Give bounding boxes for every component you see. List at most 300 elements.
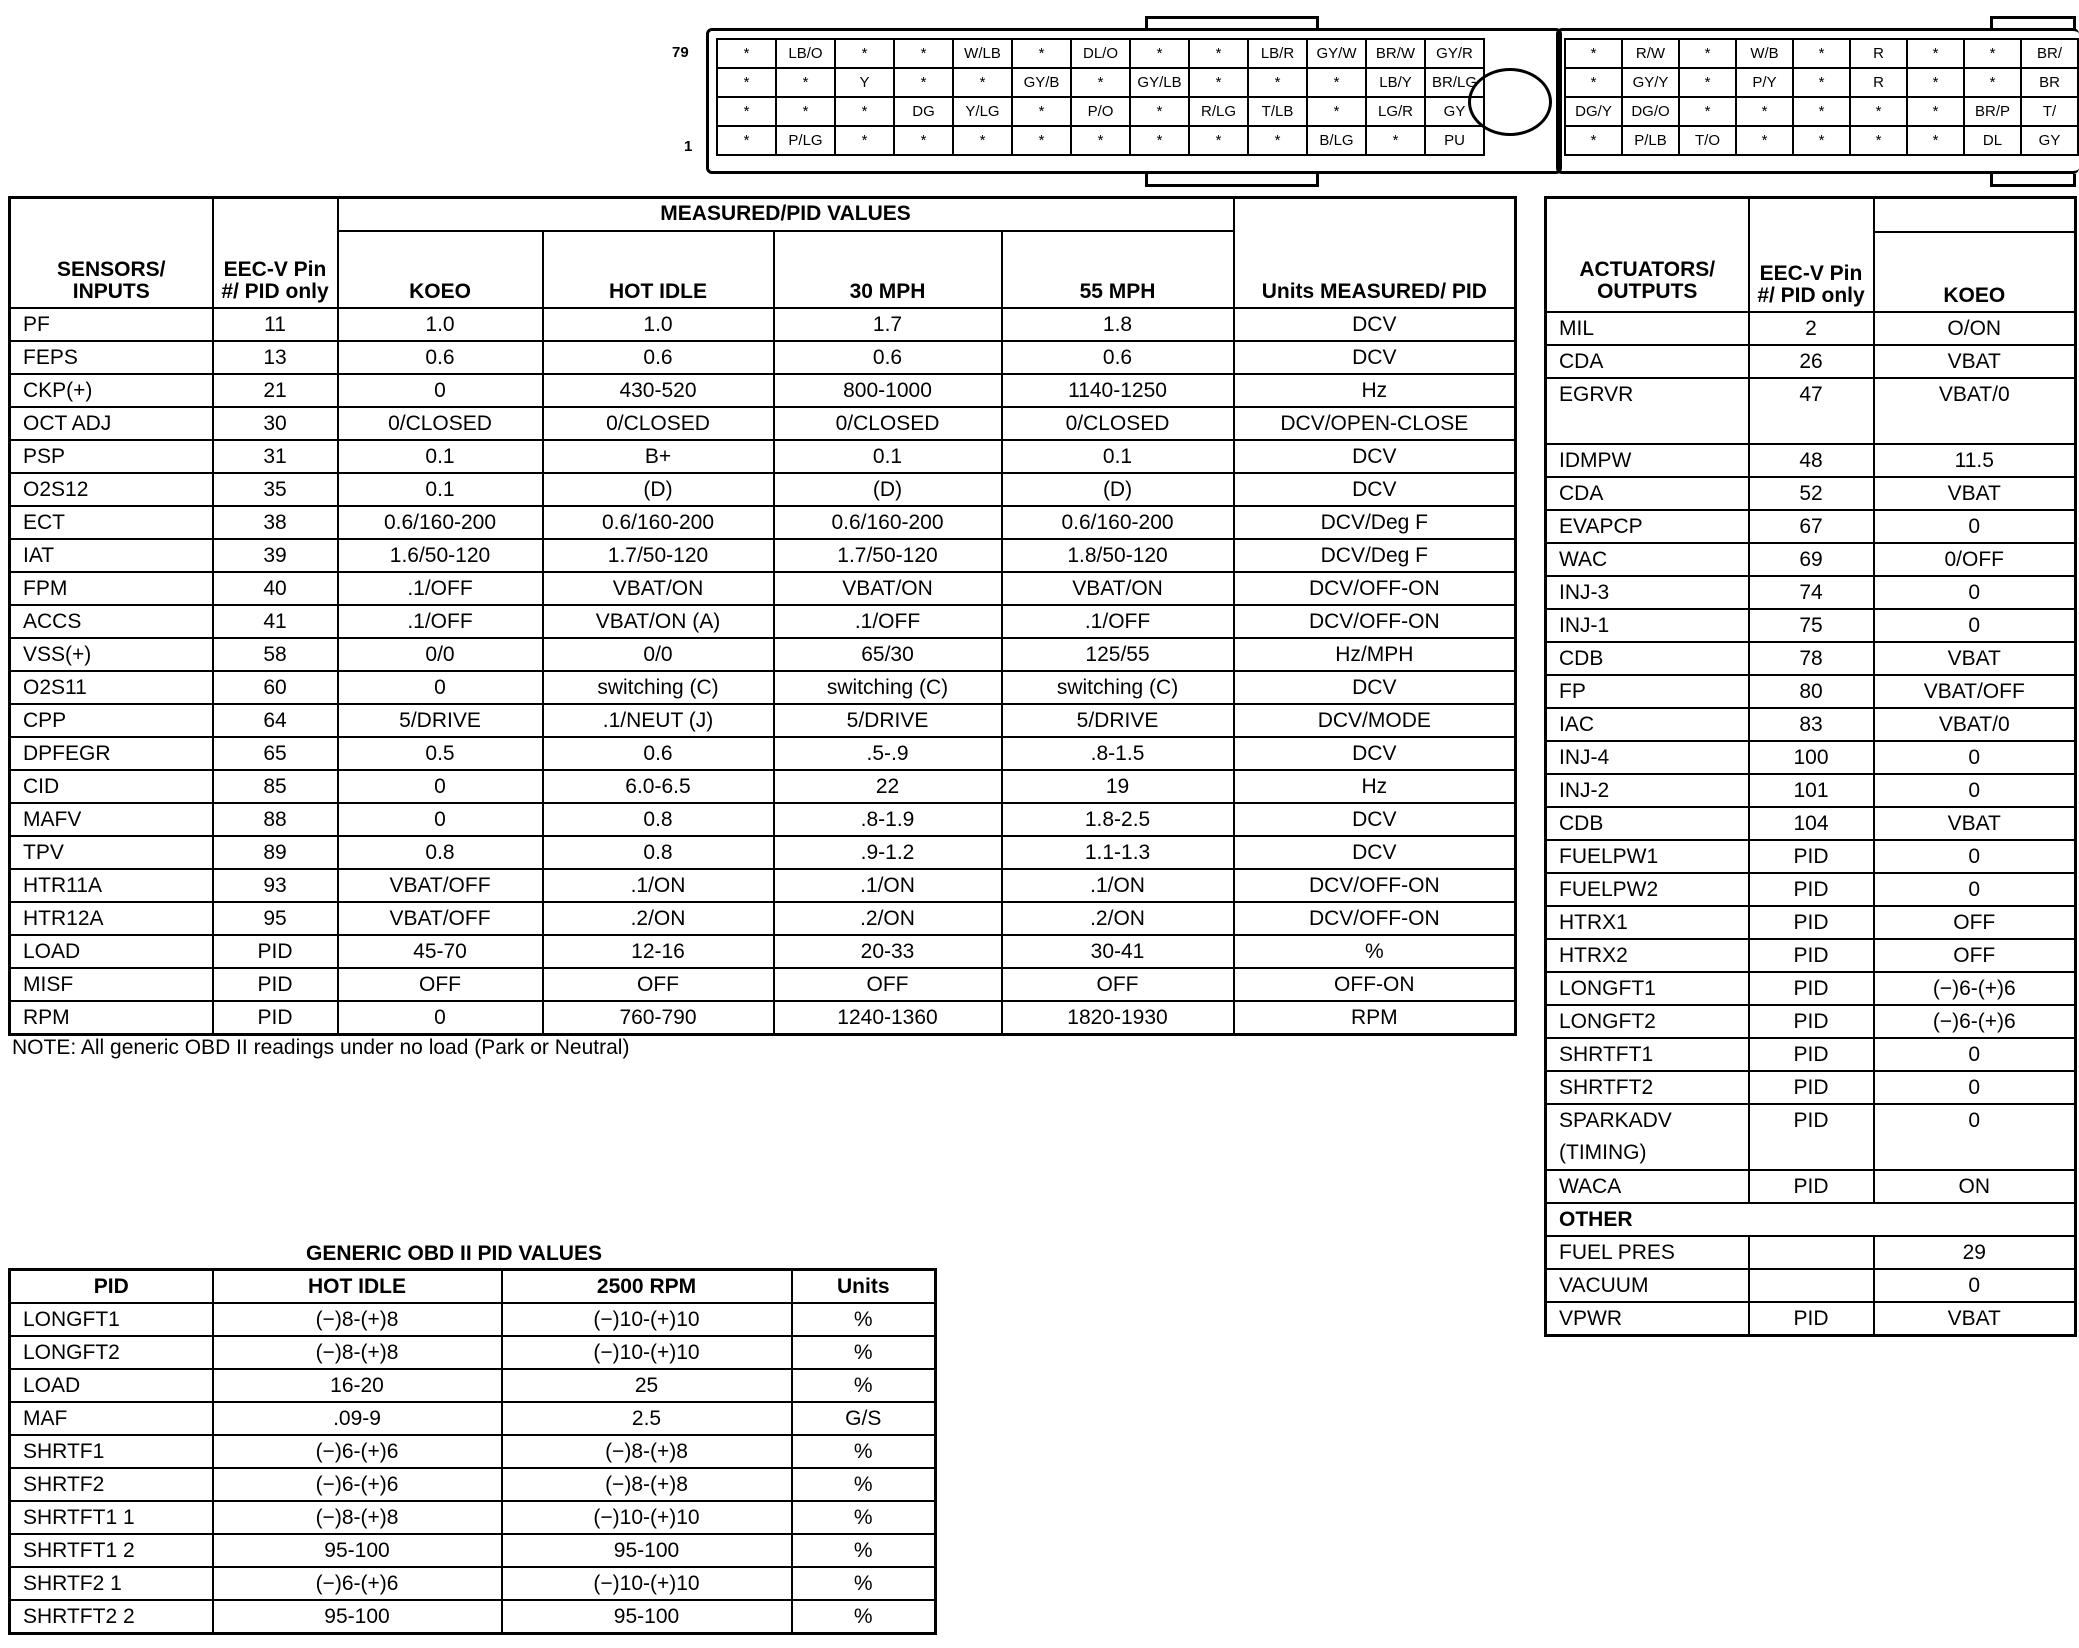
actuator-value: PID bbox=[1749, 1104, 1874, 1170]
connector-pin: DL/O bbox=[1071, 39, 1130, 68]
sensor-value: 39 bbox=[213, 539, 338, 572]
sensor-value: 0.8 bbox=[543, 803, 774, 836]
connector-pin: * bbox=[1307, 97, 1366, 126]
table-row bbox=[1546, 741, 2076, 774]
connector-pin: * bbox=[835, 126, 894, 155]
actuator-name: SHRTFT2 bbox=[1546, 1071, 1749, 1104]
sensor-value: PID bbox=[213, 1001, 338, 1035]
sensor-value: OFF-ON bbox=[1234, 968, 1516, 1001]
pid-value: (−)8-(+)8 bbox=[213, 1501, 502, 1534]
sensor-value: VBAT/ON bbox=[543, 572, 774, 605]
actuator-value: VBAT bbox=[1874, 807, 2076, 840]
table-row bbox=[10, 935, 1516, 968]
sensor-name: PSP bbox=[10, 440, 213, 473]
sensor-value: 95 bbox=[213, 902, 338, 935]
sensor-value: DCV bbox=[1234, 671, 1516, 704]
connector-pin: * bbox=[1793, 39, 1850, 68]
sensor-value: PID bbox=[213, 935, 338, 968]
sensor-value: 0.6 bbox=[543, 341, 774, 374]
sensor-value: 41 bbox=[213, 605, 338, 638]
pid-value: % bbox=[792, 1435, 936, 1468]
table-row bbox=[1546, 906, 2076, 939]
pid-value: 2.5 bbox=[502, 1402, 792, 1435]
actuator-name: LONGFT2 bbox=[1546, 1005, 1749, 1038]
table-row bbox=[1546, 1170, 2076, 1203]
connector-pin: * bbox=[1248, 68, 1307, 97]
other-section-row bbox=[1546, 1203, 2076, 1236]
pid-value: (−)6-(+)6 bbox=[213, 1567, 502, 1600]
sensor-value: DCV bbox=[1234, 737, 1516, 770]
actuator-name: CDB bbox=[1546, 807, 1749, 840]
sensor-name: HTR11A bbox=[10, 869, 213, 902]
table-row bbox=[1546, 345, 2076, 378]
actuator-value: 48 bbox=[1749, 444, 1874, 477]
connector-pin: * bbox=[1307, 68, 1366, 97]
sensor-value: 45-70 bbox=[338, 935, 543, 968]
table-row bbox=[1546, 1302, 2076, 1336]
sensor-value: 0.6/160-200 bbox=[1002, 506, 1234, 539]
connector-pin: BR/P bbox=[1964, 97, 2021, 126]
sensor-value: 1140-1250 bbox=[1002, 374, 1234, 407]
generic-header: 2500 RPM bbox=[502, 1270, 792, 1304]
actuator-value: 69 bbox=[1749, 543, 1874, 576]
sensor-value: 65 bbox=[213, 737, 338, 770]
sensor-value: VBAT/OFF bbox=[338, 869, 543, 902]
sensor-value: 0/CLOSED bbox=[1002, 407, 1234, 440]
table-row bbox=[10, 572, 1516, 605]
table-row bbox=[1546, 312, 2076, 345]
connector-pin: Y/LG bbox=[953, 97, 1012, 126]
actuator-value: 83 bbox=[1749, 708, 1874, 741]
actuator-name: INJ-2 bbox=[1546, 774, 1749, 807]
header-eec-pin: EEC-V Pin #/ PID only bbox=[213, 198, 338, 309]
table-row bbox=[10, 407, 1516, 440]
other-name: VACUUM bbox=[1546, 1269, 1749, 1302]
table-row bbox=[10, 506, 1516, 539]
sensor-value: 64 bbox=[213, 704, 338, 737]
pid-value: (−)6-(+)6 bbox=[213, 1468, 502, 1501]
actuator-value: PID bbox=[1749, 840, 1874, 873]
sensor-value: 1.7 bbox=[774, 308, 1002, 341]
sensor-value: 0/CLOSED bbox=[774, 407, 1002, 440]
table-row bbox=[1546, 510, 2076, 543]
sensor-name: DPFEGR bbox=[10, 737, 213, 770]
table-row bbox=[1546, 1269, 2076, 1302]
table-row bbox=[10, 374, 1516, 407]
actuator-value: 26 bbox=[1749, 345, 1874, 378]
pid-value: 95-100 bbox=[213, 1600, 502, 1634]
actuator-name: INJ-4 bbox=[1546, 741, 1749, 774]
actuator-value: 75 bbox=[1749, 609, 1874, 642]
table-row bbox=[10, 869, 1516, 902]
table-row bbox=[10, 539, 1516, 572]
pid-value: % bbox=[792, 1501, 936, 1534]
connector-pin: * bbox=[1736, 97, 1793, 126]
pid-value: % bbox=[792, 1468, 936, 1501]
sensor-value: (D) bbox=[774, 473, 1002, 506]
generic-header: PID bbox=[10, 1270, 213, 1304]
pid-name: SHRTF2 bbox=[10, 1468, 213, 1501]
sensor-value: 0/CLOSED bbox=[543, 407, 774, 440]
actuator-value: 0 bbox=[1874, 873, 2076, 906]
actuator-name: EVAPCP bbox=[1546, 510, 1749, 543]
table-row bbox=[10, 704, 1516, 737]
connector-pin: W/B bbox=[1736, 39, 1793, 68]
connector-pin: * bbox=[835, 39, 894, 68]
actuator-value: PID bbox=[1749, 906, 1874, 939]
pin-label-bottom: 1 bbox=[684, 138, 693, 155]
pid-value: 25 bbox=[502, 1369, 792, 1402]
sensor-value: DCV/OFF-ON bbox=[1234, 902, 1516, 935]
other-value: 29 bbox=[1874, 1236, 2076, 1269]
actuator-value: 0 bbox=[1874, 510, 2076, 543]
sensor-value: 1.0 bbox=[338, 308, 543, 341]
sensor-value: (D) bbox=[543, 473, 774, 506]
other-name: FUEL PRES bbox=[1546, 1236, 1749, 1269]
sensor-value: 12-16 bbox=[543, 935, 774, 968]
pid-value: (−)10-(+)10 bbox=[502, 1567, 792, 1600]
actuator-name: CDB bbox=[1546, 642, 1749, 675]
actuator-value: ON bbox=[1874, 1170, 2076, 1203]
table-row bbox=[1546, 939, 2076, 972]
actuator-value: 11.5 bbox=[1874, 444, 2076, 477]
sensor-value: 13 bbox=[213, 341, 338, 374]
sensor-value: .2/ON bbox=[774, 902, 1002, 935]
table-row bbox=[10, 770, 1516, 803]
pid-name: SHRTFT1 1 bbox=[10, 1501, 213, 1534]
actuator-name: IAC bbox=[1546, 708, 1749, 741]
table-row bbox=[10, 968, 1516, 1001]
sensor-value: 0.6/160-200 bbox=[543, 506, 774, 539]
pid-value: G/S bbox=[792, 1402, 936, 1435]
actuator-value: 80 bbox=[1749, 675, 1874, 708]
pid-value: 95-100 bbox=[502, 1534, 792, 1567]
connector-pin: P/O bbox=[1071, 97, 1130, 126]
table-row bbox=[1546, 840, 2076, 873]
table-row bbox=[10, 341, 1516, 374]
connector-pin: GY/B bbox=[1012, 68, 1071, 97]
sensor-value: 1.8/50-120 bbox=[1002, 539, 1234, 572]
header-units: Units MEASURED/ PID bbox=[1234, 198, 1516, 309]
sensor-value: switching (C) bbox=[1002, 671, 1234, 704]
sensor-name: RPM bbox=[10, 1001, 213, 1035]
sensor-value: 0.6 bbox=[774, 341, 1002, 374]
connector-pin: BR/ bbox=[2021, 39, 2078, 68]
actuator-name: MIL bbox=[1546, 312, 1749, 345]
sensor-value: 0.6/160-200 bbox=[338, 506, 543, 539]
connector-pin: DL bbox=[1964, 126, 2021, 155]
sensor-name: ECT bbox=[10, 506, 213, 539]
sensor-value: 0.1 bbox=[338, 440, 543, 473]
sensor-value: 0 bbox=[338, 1001, 543, 1035]
connector-pin: * bbox=[1248, 126, 1307, 155]
sensor-name: ACCS bbox=[10, 605, 213, 638]
actuator-value: 104 bbox=[1749, 807, 1874, 840]
sensor-value: .5-.9 bbox=[774, 737, 1002, 770]
sensor-value: (D) bbox=[1002, 473, 1234, 506]
connector-pin: DG/Y bbox=[1565, 97, 1622, 126]
sensor-name: CKP(+) bbox=[10, 374, 213, 407]
connector-pin: * bbox=[953, 68, 1012, 97]
table-row bbox=[10, 1001, 1516, 1035]
sensor-value: 21 bbox=[213, 374, 338, 407]
sensor-value: 125/55 bbox=[1002, 638, 1234, 671]
header-measured-values: MEASURED/PID VALUES bbox=[338, 198, 1234, 231]
actuator-value: 101 bbox=[1749, 774, 1874, 807]
actuator-value: VBAT bbox=[1874, 345, 2076, 378]
pid-value: .09-9 bbox=[213, 1402, 502, 1435]
actuator-value: 0 bbox=[1874, 840, 2076, 873]
pid-value: (−)10-(+)10 bbox=[502, 1501, 792, 1534]
connector-pin: GY/LB bbox=[1130, 68, 1189, 97]
sensor-value: 0 bbox=[338, 770, 543, 803]
pid-value: % bbox=[792, 1303, 936, 1336]
connector-pin: * bbox=[1012, 126, 1071, 155]
connector-pin: GY bbox=[1425, 97, 1484, 126]
connector-pin: LB/R bbox=[1248, 39, 1307, 68]
table-row bbox=[1546, 543, 2076, 576]
sensor-value: 58 bbox=[213, 638, 338, 671]
header-act-eec-pin: EEC-V Pin #/ PID only bbox=[1749, 198, 1874, 313]
sensor-value: 0.1 bbox=[338, 473, 543, 506]
connector-pin: * bbox=[1907, 97, 1964, 126]
sensor-value: VBAT/ON (A) bbox=[543, 605, 774, 638]
sensor-name: LOAD bbox=[10, 935, 213, 968]
table-row bbox=[10, 902, 1516, 935]
sensor-value: 88 bbox=[213, 803, 338, 836]
sensor-value: VBAT/ON bbox=[774, 572, 1002, 605]
connector-pin: * bbox=[1907, 39, 1964, 68]
connector-pin: DG/O bbox=[1622, 97, 1679, 126]
connector-pin: T/O bbox=[1679, 126, 1736, 155]
header-koeo: KOEO bbox=[338, 231, 543, 308]
header-hot-idle: HOT IDLE bbox=[543, 231, 774, 308]
actuator-value: VBAT bbox=[1874, 642, 2076, 675]
table-row bbox=[1546, 609, 2076, 642]
actuator-name: WACA bbox=[1546, 1170, 1749, 1203]
sensor-value: 60 bbox=[213, 671, 338, 704]
sensor-value: DCV/OFF-ON bbox=[1234, 605, 1516, 638]
sensor-value: DCV/Deg F bbox=[1234, 506, 1516, 539]
pin-label-top: 79 bbox=[672, 44, 689, 61]
actuator-value: (−)6-(+)6 bbox=[1874, 1005, 2076, 1038]
sensor-value: 31 bbox=[213, 440, 338, 473]
actuator-name: HTRX1 bbox=[1546, 906, 1749, 939]
generic-obd-table bbox=[8, 1268, 937, 1635]
pid-value: 95-100 bbox=[213, 1534, 502, 1567]
connector-pin: * bbox=[1366, 126, 1425, 155]
pid-name: LONGFT2 bbox=[10, 1336, 213, 1369]
sensor-name: IAT bbox=[10, 539, 213, 572]
sensor-value: 40 bbox=[213, 572, 338, 605]
table-row bbox=[10, 440, 1516, 473]
pid-name: SHRTFT1 2 bbox=[10, 1534, 213, 1567]
actuators-table bbox=[1544, 196, 2077, 1337]
connector-pin-row bbox=[1565, 126, 2078, 155]
connector-pin: BR/LG bbox=[1425, 68, 1484, 97]
connector-pin: Y bbox=[835, 68, 894, 97]
table-row bbox=[10, 473, 1516, 506]
sensor-value: 0.1 bbox=[1002, 440, 1234, 473]
sensor-name: O2S11 bbox=[10, 671, 213, 704]
sensor-name: VSS(+) bbox=[10, 638, 213, 671]
actuator-value: 2 bbox=[1749, 312, 1874, 345]
generic-table-title: GENERIC OBD II PID VALUES bbox=[306, 1242, 602, 1265]
pid-value: (−)10-(+)10 bbox=[502, 1303, 792, 1336]
sensor-value: Hz/MPH bbox=[1234, 638, 1516, 671]
sensor-name: PF bbox=[10, 308, 213, 341]
table-row bbox=[1546, 1071, 2076, 1104]
sensor-value: 0.6 bbox=[543, 737, 774, 770]
sensor-value: 1.0 bbox=[543, 308, 774, 341]
pid-value: % bbox=[792, 1369, 936, 1402]
actuator-value: PID bbox=[1749, 972, 1874, 1005]
sensor-value: DCV bbox=[1234, 308, 1516, 341]
actuator-value: 78 bbox=[1749, 642, 1874, 675]
table-row bbox=[10, 737, 1516, 770]
actuator-value: VBAT/0 bbox=[1874, 708, 2076, 741]
sensor-value: 1.1-1.3 bbox=[1002, 836, 1234, 869]
connector-pin: LB/O bbox=[776, 39, 835, 68]
connector-pin: * bbox=[1565, 39, 1622, 68]
sensor-value: 430-520 bbox=[543, 374, 774, 407]
table-row bbox=[10, 1468, 936, 1501]
connector-pin: P/Y bbox=[1736, 68, 1793, 97]
sensor-value: DCV/MODE bbox=[1234, 704, 1516, 737]
actuator-name: INJ-3 bbox=[1546, 576, 1749, 609]
sensor-value: 0/CLOSED bbox=[338, 407, 543, 440]
sensor-value: 30 bbox=[213, 407, 338, 440]
other-value: PID bbox=[1749, 1302, 1874, 1336]
table-row bbox=[1546, 675, 2076, 708]
table-row bbox=[10, 605, 1516, 638]
pid-name: SHRTF1 bbox=[10, 1435, 213, 1468]
sensor-value: 0.1 bbox=[774, 440, 1002, 473]
pid-name: MAF bbox=[10, 1402, 213, 1435]
other-name: VPWR bbox=[1546, 1302, 1749, 1336]
connector-pin: * bbox=[835, 97, 894, 126]
connector-pin: * bbox=[894, 68, 953, 97]
table-row bbox=[1546, 873, 2076, 906]
table-row bbox=[1546, 774, 2076, 807]
sensor-value: .1/OFF bbox=[774, 605, 1002, 638]
connector-pin: * bbox=[1130, 39, 1189, 68]
connector-pin: * bbox=[1189, 39, 1248, 68]
sensor-value: OFF bbox=[1002, 968, 1234, 1001]
connector-pin: * bbox=[1565, 68, 1622, 97]
connector-pin: * bbox=[1793, 126, 1850, 155]
pid-value: (−)8-(+)8 bbox=[502, 1435, 792, 1468]
sensor-value: 1.6/50-120 bbox=[338, 539, 543, 572]
actuator-value: OFF bbox=[1874, 906, 2076, 939]
connector-pin: * bbox=[717, 97, 776, 126]
connector-left-pins bbox=[716, 38, 1485, 156]
connector-right-pins bbox=[1564, 38, 2079, 156]
connector-pin: PU bbox=[1425, 126, 1484, 155]
actuator-name: SHRTFT1 bbox=[1546, 1038, 1749, 1071]
connector-pin: * bbox=[1907, 68, 1964, 97]
actuator-value: 0 bbox=[1874, 609, 2076, 642]
connector-pin: * bbox=[717, 126, 776, 155]
sensor-value: DCV/OFF-ON bbox=[1234, 572, 1516, 605]
sensor-value: 30-41 bbox=[1002, 935, 1234, 968]
actuator-value: 0 bbox=[1874, 1104, 2076, 1170]
sensor-value: 0.6 bbox=[338, 341, 543, 374]
sensor-value: 1.7/50-120 bbox=[774, 539, 1002, 572]
connector-pin: * bbox=[894, 39, 953, 68]
sensor-value: OFF bbox=[543, 968, 774, 1001]
sensor-value: 0/0 bbox=[338, 638, 543, 671]
sensor-value: B+ bbox=[543, 440, 774, 473]
connector-pin: P/LB bbox=[1622, 126, 1679, 155]
pid-value: % bbox=[792, 1336, 936, 1369]
table-row bbox=[1546, 1038, 2076, 1071]
actuator-value: 0 bbox=[1874, 774, 2076, 807]
sensor-value: 89 bbox=[213, 836, 338, 869]
table-row bbox=[10, 1534, 936, 1567]
sensor-value: 0.8 bbox=[543, 836, 774, 869]
sensor-value: DCV bbox=[1234, 803, 1516, 836]
actuator-name: CDA bbox=[1546, 477, 1749, 510]
other-value bbox=[1749, 1269, 1874, 1302]
actuator-name: INJ-1 bbox=[1546, 609, 1749, 642]
table-row bbox=[1546, 1005, 2076, 1038]
connector-right-bottom-tab bbox=[1990, 174, 2076, 187]
sensor-value: 5/DRIVE bbox=[338, 704, 543, 737]
other-label: OTHER bbox=[1546, 1203, 2076, 1236]
sensor-name: OCT ADJ bbox=[10, 407, 213, 440]
sensor-value: DCV bbox=[1234, 440, 1516, 473]
pid-value: (−)8-(+)8 bbox=[213, 1303, 502, 1336]
connector-pin: * bbox=[1964, 68, 2021, 97]
sensor-value: 35 bbox=[213, 473, 338, 506]
actuator-value: PID bbox=[1749, 1005, 1874, 1038]
connector-pin: * bbox=[1793, 68, 1850, 97]
connector-pin-row bbox=[717, 97, 1484, 126]
sensor-value: 0.6/160-200 bbox=[774, 506, 1002, 539]
connector-pin: LB/Y bbox=[1366, 68, 1425, 97]
actuator-value: OFF bbox=[1874, 939, 2076, 972]
table-row bbox=[1546, 477, 2076, 510]
connector-pin: * bbox=[717, 39, 776, 68]
connector-pin: B/LG bbox=[1307, 126, 1366, 155]
sensor-value: 5/DRIVE bbox=[1002, 704, 1234, 737]
actuator-name: IDMPW bbox=[1546, 444, 1749, 477]
connector-pin: * bbox=[1071, 126, 1130, 155]
pid-name: LONGFT1 bbox=[10, 1303, 213, 1336]
connector-pin-row bbox=[1565, 97, 2078, 126]
sensor-value: 0.5 bbox=[338, 737, 543, 770]
pid-name: LOAD bbox=[10, 1369, 213, 1402]
connector-pin: LG/R bbox=[1366, 97, 1425, 126]
header-30-mph: 30 MPH bbox=[774, 231, 1002, 308]
table-row bbox=[10, 1501, 936, 1534]
sensor-value: 65/30 bbox=[774, 638, 1002, 671]
sensor-value: DCV bbox=[1234, 836, 1516, 869]
table-row bbox=[1546, 972, 2076, 1005]
connector-pin: GY/R bbox=[1425, 39, 1484, 68]
connector-pin: * bbox=[1850, 126, 1907, 155]
connector-pin-row bbox=[1565, 39, 2078, 68]
sensor-value: .1/OFF bbox=[338, 572, 543, 605]
sensor-name: FPM bbox=[10, 572, 213, 605]
table-row bbox=[10, 1402, 936, 1435]
pid-value: (−)10-(+)10 bbox=[502, 1336, 792, 1369]
sensor-value: RPM bbox=[1234, 1001, 1516, 1035]
header-55-mph: 55 MPH bbox=[1002, 231, 1234, 308]
sensor-value: .1/NEUT (J) bbox=[543, 704, 774, 737]
actuator-value: VBAT/OFF bbox=[1874, 675, 2076, 708]
